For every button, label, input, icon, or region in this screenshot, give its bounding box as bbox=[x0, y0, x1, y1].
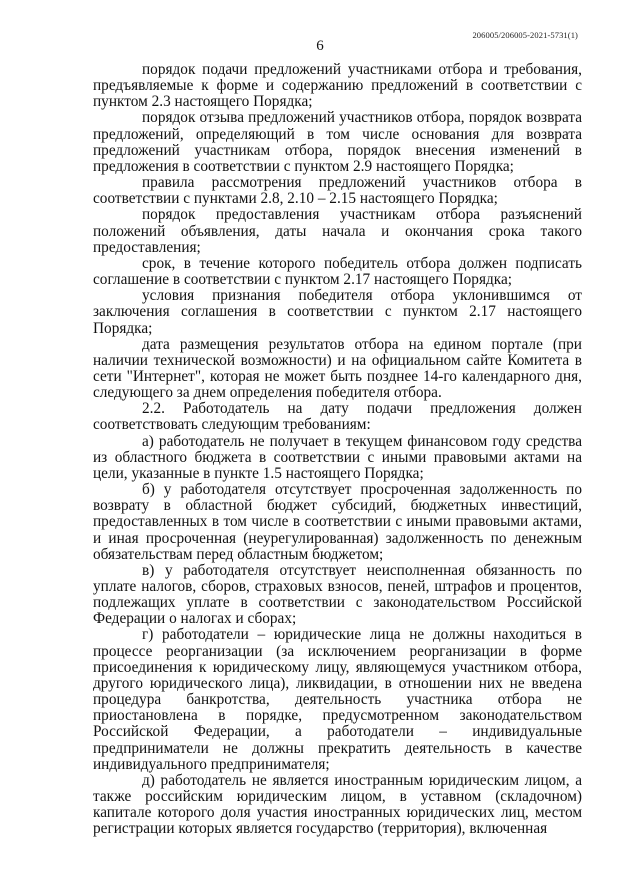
paragraph: срок, в течение которого победитель отбора должен подписать соглашение в соответствии с пунктом 2.17 настоящего Порядка; bbox=[93, 254, 582, 289]
paragraph: дата размещения результатов отбора на едином портале (при наличии технической возможности) и на официальном сайте Комитета в сети "Интернет", которая не может быть позднее 14-го календарного дня, следующего за днем определения победителя отбора. bbox=[93, 335, 582, 402]
list-item-v: в) у работодателя отсутствует неисполненная обязанность по уплате налогов, сборов, страховых взносов, пеней, штрафов и процентов, подлежащих уплате в соответствии с законодательством Российской Федерации о налогах и сборах; bbox=[93, 561, 582, 628]
section-heading-paragraph: 2.2. Работодатель на дату подачи предложения должен соответствовать следующим требованиям: bbox=[93, 400, 582, 434]
paragraph: правила рассмотрения предложений участников отбора в соответствии с пунктами 2.8, 2.10 – 2.15 настоящего Порядка; bbox=[93, 174, 582, 208]
page-number: 6 bbox=[316, 38, 324, 54]
paragraph: порядок предоставления участникам отбора разъяснений положений объявления, даты начала и окончания срока такого предоставления; bbox=[93, 206, 582, 256]
document-body bbox=[93, 62, 582, 838]
paragraph: порядок подачи предложений участниками отбора и требования, предъявляемые к форме и содержанию предложений в соответствии с пунктом 2.3 настоящего Порядка; bbox=[93, 61, 582, 111]
list-item-d: д) работодатель не является иностранным юридическим лицом, а также российским юридическим лицом, в уставном (складочном) капитале которого доля участия иностранных юридических лиц, местом регистрации которых является государство (территория), включенная bbox=[93, 771, 582, 838]
paragraph: условия признания победителя отбора уклонившимся от заключения соглашения в соответствии с пунктом 2.17 настоящего Порядка; bbox=[93, 287, 582, 337]
document-id: 206005/206005-2021-5731(1) bbox=[472, 30, 578, 40]
paragraph: порядок отзыва предложений участников отбора, порядок возврата предложений, определяющий в том числе основания для возврата предложений участникам отбора, порядок внесения изменений в предложения в соответствии с пунктом 2.9 настоящего Порядка; bbox=[93, 109, 582, 175]
list-item-b: б) у работодателя отсутствует просроченная задолженность по возврату в областной бюджет субсидий, бюджетных инвестиций, предоставленных в том числе в соответствии с иными правовыми актами, и иная просроченная (неурегулированная) задолженность по денежным обязательствам перед областным бюджетом; bbox=[93, 481, 582, 563]
list-item-g: г) работодатели – юридические лица не должны находиться в процессе реорганизации (за исключением реорганизации в форме присоединения к юридическому лицу, являющемуся участником отбора, другого юридического лица), ликвидации, в отношении них не введена процедура банкротства, деятельность участника отбора не приостановлена в порядке, предусмотренном законодательством Российской Федерации, а работодатели – индивидуальные предприниматели не должны прекратить деятельность в качестве индивидуального предпринимателя; bbox=[93, 626, 582, 773]
list-item-a: а) работодатель не получает в текущем финансовом году средства из областного бюджета в соответствии с иными правовыми актами на цели, указанные в пункте 1.5 настоящего Порядка; bbox=[93, 432, 582, 482]
